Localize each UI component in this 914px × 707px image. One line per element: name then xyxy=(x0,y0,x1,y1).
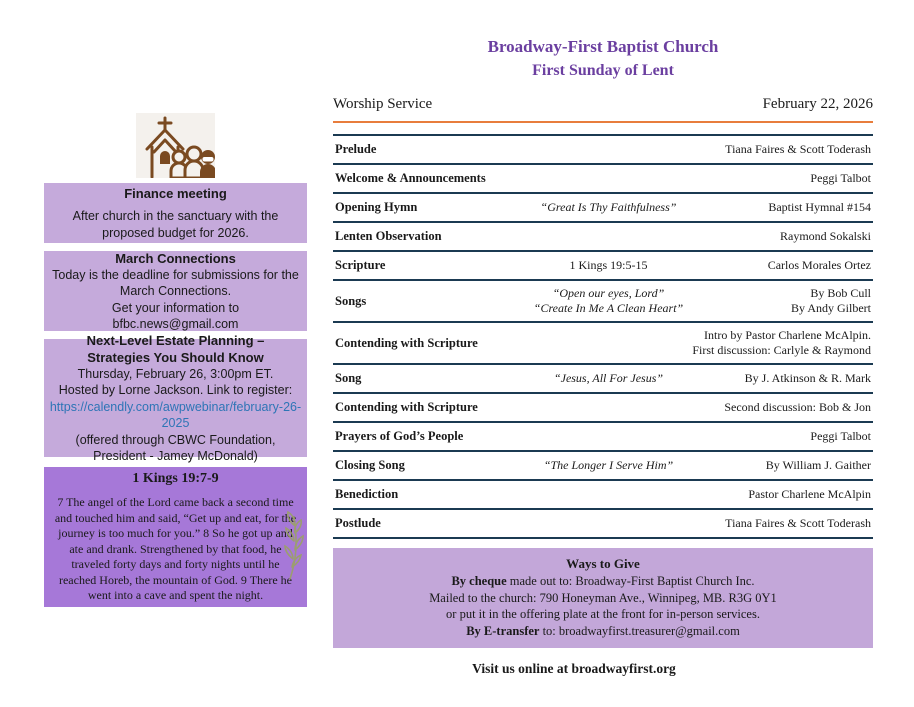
row-label: Benediction xyxy=(335,487,399,501)
website-footer: Visit us online at broadwayfirst.org xyxy=(472,661,676,676)
row-person: Intro by Pastor Charlene McAlpin. xyxy=(704,328,871,342)
row-person: First discussion: Carlyle & Raymond xyxy=(692,343,871,357)
announcement-text: (offered through CBWC Foundation, xyxy=(75,432,276,447)
announcement-finance-meeting xyxy=(44,183,307,243)
table-row-scripture xyxy=(333,252,873,281)
service-label: Worship Service xyxy=(333,96,433,112)
table-row-prayers xyxy=(333,423,873,452)
row-label: Lenten Observation xyxy=(335,229,442,243)
row-label: Contending with Scripture xyxy=(335,400,478,414)
scripture-reference: 1 Kings 19:5-15 xyxy=(569,258,648,272)
row-label: Welcome & Announcements xyxy=(335,171,486,185)
church-congregation-icon xyxy=(136,113,215,178)
row-label: Prelude xyxy=(335,142,377,156)
mailing-address: Mailed to the church: 790 Honeyman Ave., Winnipeg, MB. R3G 0Y1 xyxy=(429,590,777,605)
table-row-opening-hymn xyxy=(333,194,873,223)
announcement-text: President - Jamey McDonald) xyxy=(93,449,258,463)
table-row-lenten-observation xyxy=(333,223,873,252)
song-author: By Andy Gilbert xyxy=(791,301,871,315)
row-label: Scripture xyxy=(335,258,386,272)
worship-program xyxy=(333,0,873,677)
announcement-text: After church in the sanctuary with the proposed budget for 2026. xyxy=(72,209,279,240)
song-author: By William J. Gaither xyxy=(765,458,871,472)
announcement-title: Next-Level Estate Planning – xyxy=(86,332,265,348)
row-label: Postlude xyxy=(335,516,381,530)
give-by-etransfer: By E-transfer to: broadwayfirst.treasurer@gmail.com xyxy=(466,623,740,638)
church-congregation-icon-svg xyxy=(136,116,215,178)
sidebar xyxy=(44,113,307,607)
song-author: By Bob Cull xyxy=(810,286,871,300)
row-person: Carlos Morales Ortez xyxy=(767,258,871,272)
service-date: February 22, 2026 xyxy=(762,96,873,112)
announcement-title-line2: Strategies You Should Know xyxy=(87,349,264,365)
row-label: Songs xyxy=(335,293,367,308)
song-title: “Jesus, All For Jesus” xyxy=(553,371,664,385)
row-label: Contending with Scripture xyxy=(335,335,478,350)
row-label: Song xyxy=(335,371,362,385)
ways-to-give-title: Ways to Give xyxy=(566,556,640,571)
announcement-title: Finance meeting xyxy=(124,186,227,201)
row-person: Second discussion: Bob & Jon xyxy=(724,400,871,414)
scripture-passage-box xyxy=(44,467,307,607)
row-person: Tiana Faires & Scott Toderash xyxy=(725,516,871,530)
row-label: Closing Song xyxy=(335,458,405,472)
table-row-closing-song xyxy=(333,452,873,481)
table-row-songs xyxy=(333,281,873,323)
song-title: “Open our eyes, Lord” xyxy=(552,286,665,300)
table-row-prelude xyxy=(333,136,873,165)
hymnal-reference: Baptist Hymnal #154 xyxy=(768,200,871,214)
announcement-email: Get your information to bfbc.news@gmail.com xyxy=(111,300,240,331)
row-person: Pastor Charlene McAlpin xyxy=(748,487,871,501)
announcement-march-connections xyxy=(44,251,307,331)
service-occasion: First Sunday of Lent xyxy=(532,62,674,79)
registration-link[interactable]: https://calendly.com/awpwebinar/february-26-2025 xyxy=(49,399,302,430)
table-row-song xyxy=(333,365,873,394)
offering-plate-note: or put it in the offering plate at the front for in-person services. xyxy=(446,607,760,621)
row-person: Peggi Talbot xyxy=(810,171,871,185)
church-name: Broadway-First Baptist Church xyxy=(487,37,719,56)
table-row-contending-2 xyxy=(333,394,873,423)
announcement-text: Thursday, February 26, 3:00pm ET. xyxy=(77,366,274,381)
song-title: “The Longer I Serve Him” xyxy=(543,458,674,472)
accent-rule xyxy=(333,121,873,123)
ways-to-give-box xyxy=(333,548,873,648)
table-row-contending-1 xyxy=(333,323,873,365)
song-author: By J. Atkinson & R. Mark xyxy=(744,371,871,385)
table-row-postlude xyxy=(333,510,873,539)
give-by-cheque: By cheque made out to: Broadway-First Baptist Church Inc. xyxy=(451,574,755,588)
row-label: Opening Hymn xyxy=(335,200,418,214)
row-person: Raymond Sokalski xyxy=(779,229,871,243)
announcement-title: March Connections xyxy=(115,250,236,266)
row-label: Prayers of God’s People xyxy=(335,429,464,443)
table-row-benediction xyxy=(333,481,873,510)
song-title: “Create In Me A Clean Heart” xyxy=(533,301,684,315)
leaf-branch-icon xyxy=(276,509,312,581)
scripture-reference: 1 Kings 19:7-9 xyxy=(132,471,219,487)
order-of-service-table xyxy=(333,134,873,539)
announcement-text: Hosted by Lorne Jackson. Link to register: xyxy=(58,383,293,397)
announcement-estate-planning xyxy=(44,332,307,463)
announcement-text: Today is the deadline for submissions for the March Connections. xyxy=(52,267,299,298)
scripture-text: 7 The angel of the Lord came back a second time and touched him and said, “Get up and eat, for the journey is too much for you.” 8 So he got up and ate and drank. Strengthened by that food, he traveled forty days and forty nights until he reached Horeb, the mountain of God. 9 There he went into a cave and spent the night. xyxy=(54,495,297,603)
song-title: “Great Is Thy Faithfulness” xyxy=(540,200,677,214)
row-person: Peggi Talbot xyxy=(810,429,871,443)
service-header-row xyxy=(333,96,873,113)
row-person: Tiana Faires & Scott Toderash xyxy=(725,142,871,156)
table-row-welcome xyxy=(333,165,873,194)
